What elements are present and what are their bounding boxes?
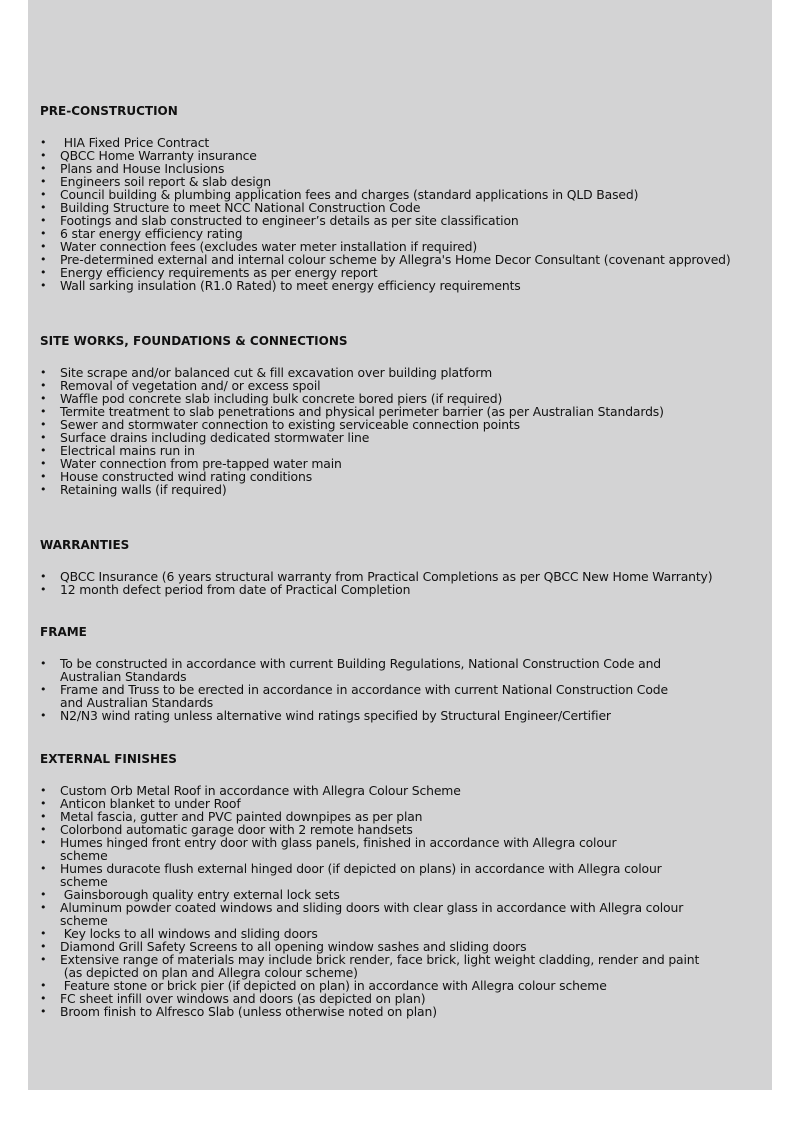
list-item: • Colorbond automatic garage door with 2 remote handsets	[40, 823, 770, 836]
section-external-finishes	[40, 752, 770, 1018]
list-item: • Wall sarking insulation (R1.0 Rated) to meet energy efficiency requirements	[40, 279, 770, 292]
section-warranties	[40, 538, 770, 596]
list-item: • Electrical mains run in	[40, 444, 770, 457]
list-item: • Pre-determined external and internal colour scheme by Allegra's Home Decor Consultant (covenant approved)	[40, 253, 770, 266]
list-item: • Diamond Grill Safety Screens to all opening window sashes and sliding doors	[40, 940, 770, 953]
list-item: • Gainsborough quality entry external lock sets	[40, 888, 770, 901]
list-item: • 12 month defect period from date of Practical Completion	[40, 583, 770, 596]
list-item: • Metal fascia, gutter and PVC painted downpipes as per plan	[40, 810, 770, 823]
list-item: • Frame and Truss to be erected in accordance in accordance with current National Construction Code and Australian Standards	[40, 683, 770, 709]
list-item: • FC sheet infill over windows and doors (as depicted on plan)	[40, 992, 770, 1005]
list-item: • To be constructed in accordance with current Building Regulations, National Construction Code and Australian Standards	[40, 657, 770, 683]
list-item: • Key locks to all windows and sliding doors	[40, 927, 770, 940]
list-item: • Extensive range of materials may include brick render, face brick, light weight cladding, render and paint (as depicted on plan and Allegra colour scheme)	[40, 953, 770, 979]
list-item: • Council building & plumbing application fees and charges (standard applications in QLD Based)	[40, 188, 770, 201]
list-item: • Building Structure to meet NCC National Construction Code	[40, 201, 770, 214]
list-item: • Plans and House Inclusions	[40, 162, 770, 175]
bullet-list	[40, 136, 770, 292]
list-item: • Removal of vegetation and/ or excess spoil	[40, 379, 770, 392]
bullet-list	[40, 657, 770, 722]
list-item: • Energy efficiency requirements as per energy report	[40, 266, 770, 279]
bullet-list	[40, 784, 770, 1018]
list-item: • Engineers soil report & slab design	[40, 175, 770, 188]
section-frame	[40, 625, 770, 722]
section-title: PRE-CONSTRUCTION	[40, 104, 178, 118]
section-title: SITE WORKS, FOUNDATIONS & CONNECTIONS	[40, 334, 348, 348]
list-item: • Termite treatment to slab penetrations and physical perimeter barrier (as per Australian Standards)	[40, 405, 770, 418]
list-item: • Humes duracote flush external hinged door (if depicted on plans) in accordance with Allegra colour scheme	[40, 862, 770, 888]
section-site-works	[40, 334, 770, 496]
list-item: • 6 star energy efficiency rating	[40, 227, 770, 240]
list-item: • Site scrape and/or balanced cut & fill excavation over building platform	[40, 366, 770, 379]
document-page	[28, 0, 772, 1090]
list-item: • Feature stone or brick pier (if depicted on plan) in accordance with Allegra colour scheme	[40, 979, 770, 992]
inclusions-content	[40, 104, 770, 1018]
list-item: • Custom Orb Metal Roof in accordance with Allegra Colour Scheme	[40, 784, 770, 797]
bullet-list	[40, 570, 770, 596]
list-item: • Surface drains including dedicated stormwater line	[40, 431, 770, 444]
list-item: • House constructed wind rating conditions	[40, 470, 770, 483]
section-title: WARRANTIES	[40, 538, 130, 552]
list-item: • Anticon blanket to under Roof	[40, 797, 770, 810]
list-item: • Waffle pod concrete slab including bulk concrete bored piers (if required)	[40, 392, 770, 405]
list-item: • Footings and slab constructed to engineer’s details as per site classification	[40, 214, 770, 227]
section-title: FRAME	[40, 625, 87, 639]
list-item: • HIA Fixed Price Contract	[40, 136, 770, 149]
list-item: • Water connection fees (excludes water meter installation if required)	[40, 240, 770, 253]
list-item: • Sewer and stormwater connection to existing serviceable connection points	[40, 418, 770, 431]
section-title: EXTERNAL FINISHES	[40, 752, 177, 766]
list-item: • Retaining walls (if required)	[40, 483, 770, 496]
list-item: • Broom finish to Alfresco Slab (unless otherwise noted on plan)	[40, 1005, 770, 1018]
section-pre-construction	[40, 104, 770, 292]
list-item: • Water connection from pre-tapped water main	[40, 457, 770, 470]
list-item: • Humes hinged front entry door with glass panels, finished in accordance with Allegra colour scheme	[40, 836, 770, 862]
list-item: • N2/N3 wind rating unless alternative wind ratings specified by Structural Engineer/Certifier	[40, 709, 770, 722]
list-item: • QBCC Insurance (6 years structural warranty from Practical Completions as per QBCC New Home Warranty)	[40, 570, 770, 583]
list-item: • Aluminum powder coated windows and sliding doors with clear glass in accordance with Allegra colour scheme	[40, 901, 770, 927]
bullet-list	[40, 366, 770, 496]
list-item: • QBCC Home Warranty insurance	[40, 149, 770, 162]
